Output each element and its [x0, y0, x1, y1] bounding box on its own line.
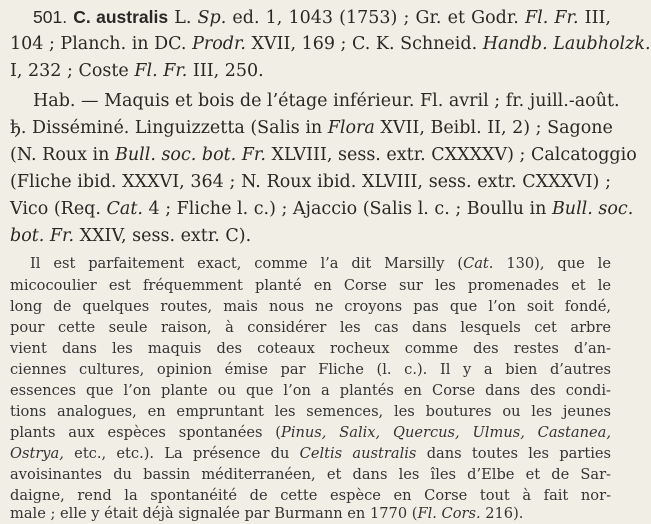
habitat-line-6	[10, 226, 251, 246]
habitat-line-1	[33, 91, 620, 111]
text-segment: 130), que le	[493, 255, 611, 272]
text-segment: (Fliche ibid. XXXVI, 364 ; N. Roux ibid. XLVIII, sess. extr. CXXXVI) ;	[10, 172, 611, 192]
text-segment: avoisinantes du bassin méditerranéen, et dans les îles d’Elbe et de Sar-	[10, 466, 611, 483]
text-segment: male ; elle y était déjà signalée par Burmann en 1770 (	[10, 505, 418, 522]
text-segment: Hab. — Maquis et bois de l’étage inférieur. Fl. avril ; fr. juill.-août.	[33, 91, 620, 111]
comment-text-3	[10, 298, 611, 315]
text-segment: XVII, 169 ; C. K. Schneid.	[245, 34, 483, 54]
comment-text-13	[10, 505, 523, 522]
italic-segment: Bull. soc.	[551, 199, 634, 219]
comment-text-8	[10, 403, 611, 420]
comment-line-1	[30, 255, 611, 272]
text-segment: plants aux espèces spontanées (	[10, 424, 281, 441]
comment-line-7	[10, 382, 611, 399]
comment-line-8	[10, 403, 611, 420]
text-segment: Vico (Req.	[10, 199, 107, 219]
habitat-line-4	[10, 172, 611, 192]
italic-segment: Fl. Fr.	[524, 8, 579, 28]
comment-line-3	[10, 298, 611, 315]
text-segment: essences que l’on plante ou que l’on a plantés en Corse dans des condi-	[10, 382, 611, 399]
comment-line-10	[10, 445, 611, 462]
comment-text-4	[10, 319, 611, 336]
comment-line-12	[10, 487, 611, 504]
text-segment: Il est parfaitement exact, comme l’a dit Marsilly (	[30, 255, 464, 272]
comment-line-13	[10, 505, 523, 522]
text-segment: 216).	[480, 505, 524, 522]
text-segment: tions analogues, en empruntant les semences, les boutures ou les jeunes	[10, 403, 611, 420]
italic-segment: Pinus, Salix, Quercus, Ulmus, Castanea,	[281, 424, 611, 441]
habitat-line-2	[10, 118, 611, 138]
comment-text-11	[10, 466, 611, 483]
text-segment: (N. Roux in	[10, 145, 115, 165]
text-segment: I, 232 ; Coste	[10, 61, 135, 81]
text-segment: daigne, rend la spontanéité de cette espèce en Corse tout à fait nor-	[10, 487, 611, 504]
entry-line-3	[10, 61, 264, 81]
entry-line-1	[33, 7, 611, 28]
habitat-text-2	[10, 118, 613, 138]
text-segment: XVII, Beibl. II, 2) ; Sagone	[374, 118, 613, 138]
text-segment: etc., etc.). La présence du	[63, 445, 300, 462]
text-segment: ђ. Disséminé. Linguizzetta (Salis in	[10, 118, 328, 138]
text-segment: III,	[578, 8, 611, 28]
comment-text-12	[10, 487, 611, 504]
comment-line-6	[10, 361, 611, 378]
comment-line-9	[10, 424, 611, 441]
habitat-text-1	[33, 91, 620, 111]
entry-citation-1	[174, 8, 611, 28]
text-segment: L.	[174, 8, 198, 28]
italic-segment: Flora	[327, 118, 375, 138]
text-segment: vient dans les maquis des coteaux rocheux comme des restes d’an-	[10, 340, 611, 357]
habitat-text-3	[10, 145, 637, 165]
italic-segment: bot. Fr.	[10, 226, 75, 246]
comment-text-5	[10, 340, 611, 357]
comment-text-6	[10, 361, 611, 378]
species-name: C. australis	[73, 7, 169, 27]
comment-text-9	[10, 424, 611, 441]
comment-text-10	[10, 445, 611, 462]
italic-segment: Fl. Cors.	[417, 505, 481, 522]
text-segment: long de quelques routes, mais nous ne croyons pas que l’on soit fondé,	[10, 298, 611, 315]
entry-number: 501.	[33, 7, 68, 27]
entry-citation-2	[10, 34, 651, 54]
italic-segment: Fl. Fr.	[134, 61, 188, 81]
text-segment: XLVIII, sess. extr. CXXXXV) ; Calcatoggio	[265, 145, 637, 165]
text-segment: ed. 1, 1043 (1753) ; Gr. et Godr.	[226, 8, 525, 28]
habitat-text-5	[10, 199, 633, 219]
text-segment: micocoulier est fréquemment planté en Corse sur les promenades et le	[10, 277, 611, 294]
comment-text-1	[30, 255, 611, 272]
text-segment: ciennes cultures, opinion émise par Fliche (l. c.). Il y a bien d’autres	[10, 361, 611, 378]
italic-segment: Handb. Laubholzk.	[482, 34, 651, 54]
comment-line-5	[10, 340, 611, 357]
italic-segment: Ostrya,	[10, 445, 64, 462]
italic-segment: Cat.	[463, 255, 494, 272]
habitat-line-5	[10, 199, 634, 219]
habitat-text-6	[10, 226, 251, 246]
italic-segment: Bull. soc. bot. Fr.	[115, 145, 266, 165]
comment-text-7	[10, 382, 611, 399]
italic-segment: Sp.	[197, 8, 227, 28]
comment-text-2	[10, 277, 611, 294]
text-segment: 4 ; Fliche l. c.) ; Ajaccio (Salis l. c. ; Boullu in	[142, 199, 552, 219]
text-segment: III, 250.	[187, 61, 264, 81]
habitat-line-3	[10, 145, 637, 165]
entry-line-2	[10, 34, 651, 54]
entry-citation-3	[10, 61, 264, 81]
text-segment: pour cette seule raison, à considérer les cas dans lesquels cet arbre	[10, 319, 611, 336]
comment-line-11	[10, 466, 611, 483]
italic-segment: Prodr.	[192, 34, 246, 54]
comment-line-4	[10, 319, 611, 336]
text-segment: XXIV, sess. extr. C).	[74, 226, 252, 246]
italic-segment: Celtis australis	[299, 445, 417, 462]
habitat-text-4	[10, 172, 611, 192]
comment-line-2	[10, 277, 611, 294]
text-segment: 104 ; Planch. in DC.	[10, 34, 193, 54]
text-segment: dans toutes les parties	[416, 445, 612, 462]
italic-segment: Cat.	[106, 199, 143, 219]
